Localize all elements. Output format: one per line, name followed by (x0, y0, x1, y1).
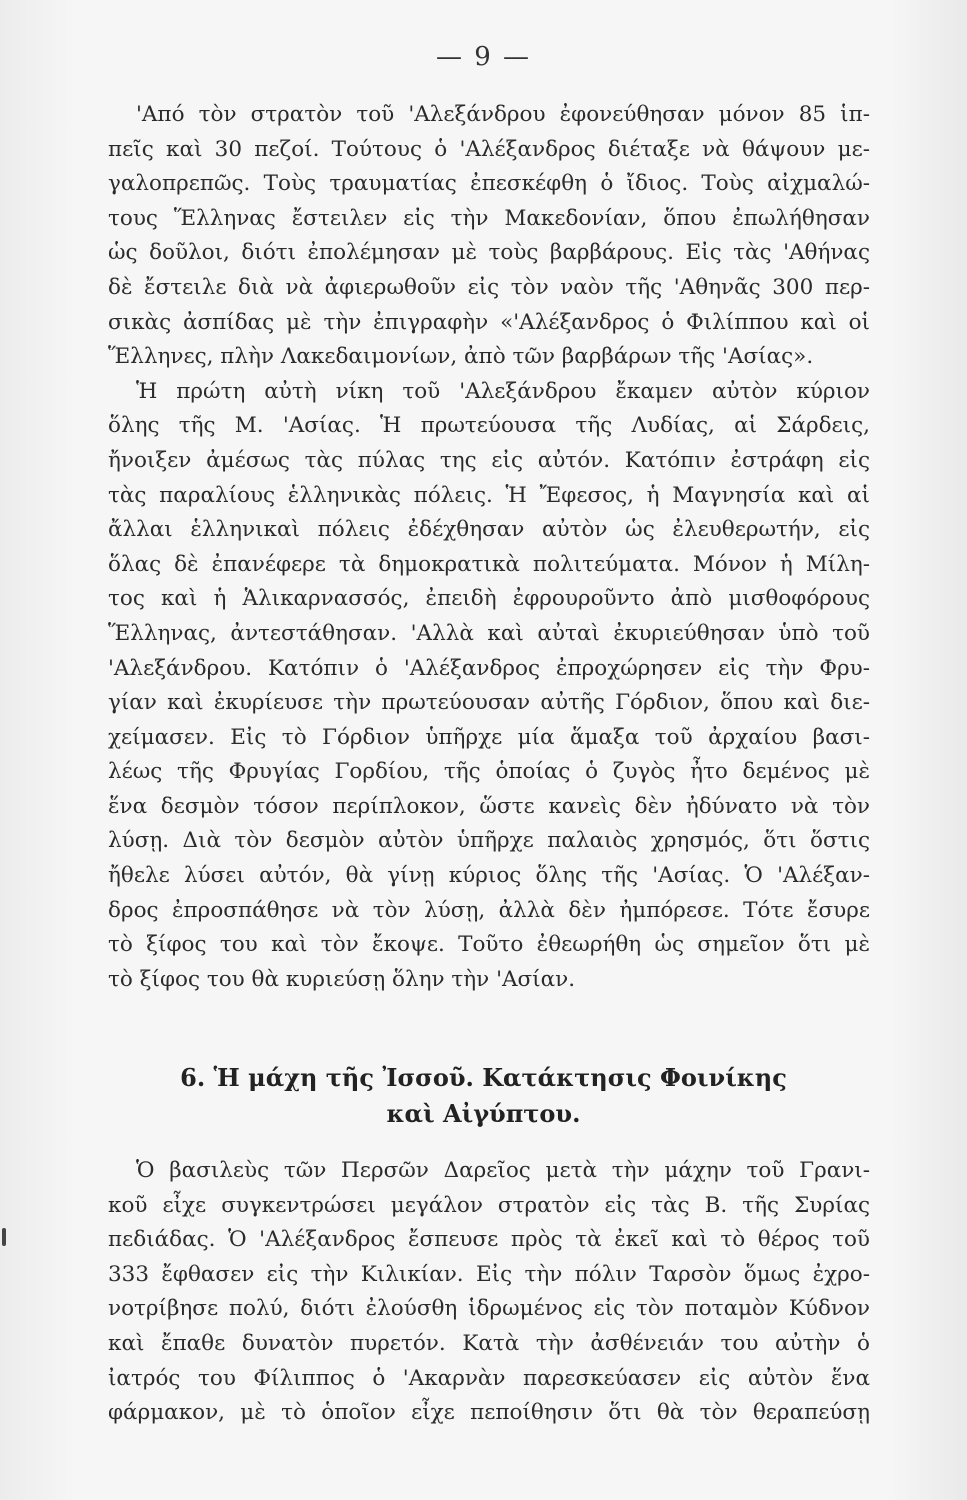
text-line: γίαν καὶ ἐκυρίευσε τὴν πρωτεύουσαν αὐτῆς Γόρδιον, ὅπου καὶ διε- (108, 690, 870, 716)
text-line: σικὰς ἀσπίδας μὲ τὴν ἐπιγραφὴν «'Αλέξανδρος ὁ Φιλίππου καὶ οἱ (108, 309, 870, 335)
text-line: δρος ἐπροσπάθησε νὰ τὸν λύσῃ, ἀλλὰ δὲν ἠμπόρεσε. Τότε ἔσυρε (108, 897, 870, 923)
binding-edge-mark (2, 1228, 6, 1246)
text-line: τὰς παραλίους ἑλληνικὰς πόλεις. Ἡ Ἔφεσος, ἡ Μαγνησία καὶ αἱ (108, 482, 870, 508)
text-line: κοῦ εἶχε συγκεντρώσει μεγάλον στρατὸν εἰς τὰς Β. τῆς Συρίας (108, 1192, 870, 1218)
text-line: Ἡ πρώτη αὐτὴ νίκη τοῦ 'Αλεξάνδρου ἔκαμεν αὐτὸν κύριον (136, 378, 870, 404)
text-line: τους Ἕλληνας ἔστειλεν εἰς τὴν Μακεδονίαν, ὅπου ἐπωλήθησαν (108, 205, 870, 231)
section-heading-line-2: καὶ Αἰγύπτου. (386, 1099, 581, 1128)
text-line: καὶ ἔπαθε δυνατὸν πυρετόν. Κατὰ τὴν ἀσθένειάν του αὐτὴν ὁ (108, 1330, 870, 1356)
page-number: — 9 — (435, 42, 532, 72)
section-heading-line-1: 6. Ἡ μάχη τῆς Ἰσσοῦ. Κατάκτησις Φοινίκης (180, 1063, 787, 1092)
paragraph-1 (108, 98, 870, 997)
text-line: 'Από τὸν στρατὸν τοῦ 'Αλεξάνδρου ἐφονεύθησαν μόνον 85 ἱπ- (136, 102, 870, 127)
text-line: τὸ ξίφος του καὶ τὸν ἔκοψε. Τοῦτο ἐθεωρήθη ὡς σημεῖον ὅτι μὲ (108, 932, 870, 958)
text-line: Ἕλληνες, πλὴν Λακεδαιμονίων, ἀπὸ τῶν βαρβάρων τῆς 'Ασίας». (108, 344, 814, 370)
text-line: δὲ ἔστειλε διὰ νὰ ἀφιερωθοῦν εἰς τὸν ναὸν τῆς 'Αθηνᾶς 300 περ- (108, 274, 870, 300)
text-line: φάρμακον, μὲ τὸ ὁποῖον εἶχε πεποίθησιν ὅτι θὰ τὸν θεραπεύσῃ (108, 1400, 870, 1426)
text-line: νοτρίβησε πολύ, διότι ἐλούσθη ἱδρωμένος εἰς τὸν ποταμὸν Κύδνον (108, 1296, 870, 1322)
text-line: ὡς δοῦλοι, διότι ἐπολέμησαν μὲ τοὺς βαρβάρους. Εἰς τὰς 'Αθήνας (108, 240, 870, 266)
text-line: τος καὶ ἡ Ἁλικαρνασσός, ἐπειδὴ ἐφρουροῦντο ἀπὸ μισθοφόρους (108, 586, 870, 612)
text-line: τὸ ξίφος του θὰ κυριεύσῃ ὅλην τὴν 'Ασίαν. (108, 966, 576, 992)
text-line: γαλοπρεπῶς. Τοὺς τραυματίας ἐπεσκέφθη ὁ ἴδιος. Τοὺς αἰχμαλώ- (108, 171, 870, 197)
text-line: ὅλης τῆς Μ. 'Ασίας. Ἡ πρωτεύουσα τῆς Λυδίας, αἱ Σάρδεις, (108, 413, 870, 439)
text-line: λέως τῆς Φρυγίας Γορδίου, τῆς ὁποίας ὁ ζυγὸς ἦτο δεμένος μὲ (108, 759, 870, 785)
text-line: ὅλας δὲ ἐπανέφερε τὰ δημοκρατικὰ πολιτεύματα. Μόνον ἡ Μίλη- (108, 551, 870, 577)
text-line: 333 ἔφθασεν εἰς τὴν Κιλικίαν. Εἰς τὴν πόλιν Ταρσὸν ὅμως ἐχρο- (108, 1261, 870, 1287)
text-line: ἄλλαι ἑλληνικαὶ πόλεις ἐδέχθησαν αὐτὸν ὡς ἐλευθερωτήν, εἰς (108, 517, 870, 543)
text-line: ἕνα δεσμὸν τόσον περίπλοκον, ὥστε κανεὶς δὲν ἠδύνατο νὰ τὸν (108, 793, 870, 819)
text-line: πεῖς καὶ 30 πεζοί. Τούτους ὁ 'Αλέξανδρος διέταξε νὰ θάψουν με- (108, 136, 870, 162)
text-line: ἤνοιξεν ἀμέσως τὰς πύλας της εἰς αὐτόν. Κατόπιν ἐστράφη εἰς (108, 447, 870, 473)
paragraph-2 (108, 1154, 870, 1431)
text-line: 'Αλεξάνδρου. Κατόπιν ὁ 'Αλέξανδρος ἐπροχώρησεν εἰς τὴν Φρυ- (108, 655, 870, 681)
text-line: πεδιάδας. Ὁ 'Αλέξανδρος ἔσπευσε πρὸς τὰ ἐκεῖ καὶ τὸ θέρος τοῦ (108, 1227, 870, 1253)
text-line: χείμασεν. Εἰς τὸ Γόρδιον ὑπῆρχε μία ἅμαξα τοῦ ἀρχαίου βασι- (108, 724, 870, 750)
text-line: λύσῃ. Διὰ τὸν δεσμὸν αὐτὸν ὑπῆρχε παλαιὸς χρησμός, ὅτι ὅστις (108, 828, 870, 854)
text-line: Ὁ βασιλεὺς τῶν Περσῶν Δαρεῖος μετὰ τὴν μάχην τοῦ Γρανι- (136, 1158, 870, 1183)
text-line: ἰατρός του Φίλιππος ὁ 'Ακαρνὰν παρεσκεύασεν εἰς αὐτὸν ἕνα (108, 1365, 870, 1391)
text-line: Ἕλληνας, ἀντεστάθησαν. 'Αλλὰ καὶ αὐταὶ ἐκυριεύθησαν ὑπὸ τοῦ (108, 620, 870, 646)
text-line: ἤθελε λύσει αὐτόν, θὰ γίνῃ κύριος ὅλης τῆς 'Ασίας. Ὁ 'Αλέξαν- (108, 863, 870, 889)
